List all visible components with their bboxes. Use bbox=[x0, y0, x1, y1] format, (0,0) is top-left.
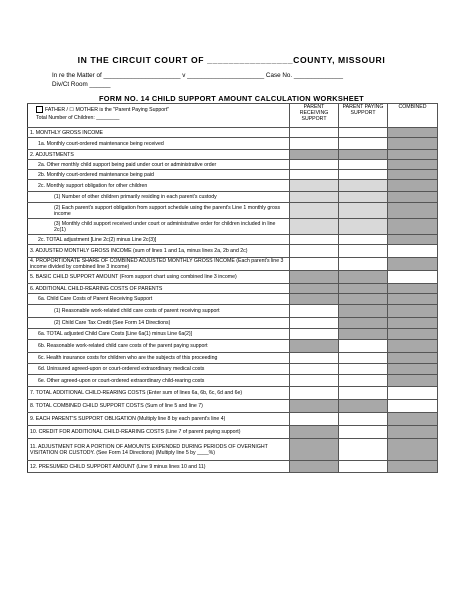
paying-cell[interactable] bbox=[339, 439, 388, 461]
paying-cell[interactable] bbox=[339, 426, 388, 439]
worksheet-row bbox=[28, 461, 438, 473]
worksheet-row bbox=[28, 180, 438, 192]
worksheet-row bbox=[28, 426, 438, 439]
receiving-cell[interactable] bbox=[290, 329, 339, 340]
row-label: (3) Monthly child support received under court or administrative order for children included in line 2c(1) bbox=[28, 219, 290, 235]
combined-cell bbox=[388, 426, 438, 439]
receiving-cell[interactable] bbox=[290, 160, 339, 170]
paying-cell[interactable] bbox=[339, 364, 388, 375]
receiving-cell bbox=[290, 400, 339, 413]
worksheet-row bbox=[28, 413, 438, 426]
receiving-cell bbox=[290, 180, 339, 192]
receiving-cell[interactable] bbox=[290, 245, 339, 258]
row-label: 8. TOTAL COMBINED CHILD SUPPORT COSTS (Sum of line 5 and line 7) bbox=[28, 400, 290, 413]
worksheet-row bbox=[28, 160, 438, 170]
worksheet-row bbox=[28, 128, 438, 138]
paying-cell bbox=[339, 192, 388, 203]
paying-cell bbox=[339, 284, 388, 294]
paying-cell[interactable] bbox=[339, 138, 388, 150]
row-label: 6a. Child Care Costs of Parent Receiving Support bbox=[28, 294, 290, 305]
row-label: 7. TOTAL ADDITIONAL CHILD-REARING COSTS (Enter sum of lines 6a, 6b, 6c, 6d and 6e) bbox=[28, 387, 290, 400]
row-label: 1a. Monthly court-ordered maintenance being received bbox=[28, 138, 290, 150]
paying-cell[interactable] bbox=[339, 170, 388, 180]
receiving-cell bbox=[290, 294, 339, 305]
row-label: 2. ADJUSTMENTS bbox=[28, 150, 290, 160]
header-row bbox=[28, 104, 438, 128]
combined-cell bbox=[388, 235, 438, 245]
combined-cell bbox=[388, 138, 438, 150]
father-checkbox[interactable] bbox=[36, 106, 43, 113]
paying-cell bbox=[339, 150, 388, 160]
combined-cell bbox=[388, 128, 438, 138]
worksheet-row bbox=[28, 258, 438, 271]
combined-cell bbox=[388, 203, 438, 219]
col-combined-header: COMBINED bbox=[388, 104, 438, 128]
receiving-cell bbox=[290, 150, 339, 160]
row-label: 12. PRESUMED CHILD SUPPORT AMOUNT (Line 9 minus lines 10 and 11) bbox=[28, 461, 290, 473]
combined-cell[interactable] bbox=[388, 387, 438, 400]
combined-cell bbox=[388, 150, 438, 160]
row-label: 2b. Monthly court-ordered maintenance being paid bbox=[28, 170, 290, 180]
paying-cell bbox=[339, 305, 388, 318]
combined-cell bbox=[388, 305, 438, 318]
combined-cell bbox=[388, 284, 438, 294]
worksheet-row bbox=[28, 294, 438, 305]
receiving-cell bbox=[290, 439, 339, 461]
row-label: 2a. Other monthly child support being paid under court or administrative order bbox=[28, 160, 290, 170]
row-label: (2) Each parent's support obligation from support schedule using the parent's Line 1 monthly gross income bbox=[28, 203, 290, 219]
combined-cell bbox=[388, 461, 438, 473]
worksheet-row bbox=[28, 245, 438, 258]
receiving-cell[interactable] bbox=[290, 235, 339, 245]
receiving-cell[interactable] bbox=[290, 413, 339, 426]
row-label: 1. MONTHLY GROSS INCOME bbox=[28, 128, 290, 138]
paying-cell bbox=[339, 271, 388, 284]
paying-cell[interactable] bbox=[339, 353, 388, 364]
row-label: 6c. Health insurance costs for children who are the subjects of this proceeding bbox=[28, 353, 290, 364]
court-heading: IN THE CIRCUIT COURT OF ________________COUNTY, MISSOURI bbox=[77, 55, 386, 65]
matter-line: In re the Matter of ______________________ v ______________________ Case No. ______________ bbox=[52, 72, 343, 79]
receiving-cell bbox=[290, 284, 339, 294]
paying-cell[interactable] bbox=[339, 340, 388, 353]
row-label: 6a. TOTAL adjusted Child Care Costs [Line 6a(1) minus Line 6a(2)] bbox=[28, 329, 290, 340]
receiving-cell bbox=[290, 461, 339, 473]
row-label: 2c. TOTAL adjustment [Line 2c(2) minus Line 2c(3)] bbox=[28, 235, 290, 245]
row-label: (1) Reasonable work-related child care costs of parent receiving support bbox=[28, 305, 290, 318]
combined-cell bbox=[388, 258, 438, 271]
combined-cell bbox=[388, 364, 438, 375]
worksheet-row bbox=[28, 170, 438, 180]
receiving-cell[interactable] bbox=[290, 305, 339, 318]
worksheet-row bbox=[28, 284, 438, 294]
combined-cell bbox=[388, 192, 438, 203]
worksheet-row bbox=[28, 203, 438, 219]
receiving-cell[interactable] bbox=[290, 318, 339, 329]
worksheet-row bbox=[28, 150, 438, 160]
combined-cell bbox=[388, 375, 438, 387]
receiving-cell bbox=[290, 192, 339, 203]
col-paying-header: PARENT PAYING SUPPORT bbox=[339, 104, 388, 128]
worksheet-row bbox=[28, 271, 438, 284]
receiving-cell[interactable] bbox=[290, 353, 339, 364]
receiving-cell[interactable] bbox=[290, 128, 339, 138]
row-label: 6d. Uninsured agreed-upon or court-ordered extraordinary medical costs bbox=[28, 364, 290, 375]
paying-cell bbox=[339, 203, 388, 219]
paying-cell bbox=[339, 180, 388, 192]
div-line: Div/Ct Room ______ bbox=[52, 81, 111, 88]
receiving-cell[interactable] bbox=[290, 258, 339, 271]
combined-cell bbox=[388, 318, 438, 329]
col-receiving-header: PARENT RECEIVING SUPPORT bbox=[290, 104, 339, 128]
matter-caption bbox=[52, 71, 343, 89]
worksheet-row bbox=[28, 192, 438, 203]
combined-cell[interactable] bbox=[388, 245, 438, 258]
row-label: 4. PROPORTIONATE SHARE OF COMBINED ADJUSTED MONTHLY GROSS INCOME (Each parent's line 3 income divided by combined line 3 income) bbox=[28, 258, 290, 271]
paying-cell[interactable] bbox=[339, 235, 388, 245]
row-label: 6b. Reasonable work-related child care costs of the parent paying support bbox=[28, 340, 290, 353]
worksheet-table bbox=[27, 103, 438, 473]
receiving-cell bbox=[290, 203, 339, 219]
header-parent-cell bbox=[28, 104, 290, 128]
row-label: 10. CREDIT FOR ADDITIONAL CHILD-REARING COSTS (Line 7 of parent paying support) bbox=[28, 426, 290, 439]
receiving-cell bbox=[290, 426, 339, 439]
worksheet-row bbox=[28, 340, 438, 353]
row-label: 3. ADJUSTED MONTHLY GROSS INCOME (sum of lines 1 and 1a, minus lines 2a, 2b and 2c) bbox=[28, 245, 290, 258]
receiving-cell bbox=[290, 271, 339, 284]
worksheet-row bbox=[28, 305, 438, 318]
row-label: (1) Number of other children primarily residing in each parent's custody bbox=[28, 192, 290, 203]
combined-cell[interactable] bbox=[388, 271, 438, 284]
paying-cell[interactable] bbox=[339, 461, 388, 473]
row-label: 6. ADDITIONAL CHILD-REARING COSTS OF PARENTS bbox=[28, 284, 290, 294]
row-label: 9. EACH PARENT'S SUPPORT OBLIGATION (Multiply line 8 by each parent's line 4) bbox=[28, 413, 290, 426]
combined-cell bbox=[388, 340, 438, 353]
paying-cell[interactable] bbox=[339, 245, 388, 258]
paying-cell[interactable] bbox=[339, 387, 388, 400]
combined-cell bbox=[388, 413, 438, 426]
paying-cell[interactable] bbox=[339, 413, 388, 426]
receiving-cell[interactable] bbox=[290, 387, 339, 400]
receiving-cell[interactable] bbox=[290, 375, 339, 387]
father-mother-label: FATHER / ☐ MOTHER is the "Parent Paying Support" bbox=[45, 106, 170, 113]
combined-cell bbox=[388, 160, 438, 170]
combined-cell bbox=[388, 180, 438, 192]
children-count-label: Total Number of Children: ________ bbox=[36, 115, 120, 121]
worksheet-row bbox=[28, 353, 438, 364]
combined-cell bbox=[388, 294, 438, 305]
receiving-cell[interactable] bbox=[290, 170, 339, 180]
paying-cell bbox=[339, 400, 388, 413]
receiving-cell bbox=[290, 219, 339, 235]
form-title: FORM NO. 14 CHILD SUPPORT AMOUNT CALCULATION WORKSHEET bbox=[98, 94, 364, 103]
paying-cell bbox=[339, 219, 388, 235]
worksheet-row bbox=[28, 439, 438, 461]
combined-cell bbox=[388, 439, 438, 461]
worksheet-row bbox=[28, 235, 438, 245]
paying-cell[interactable] bbox=[339, 128, 388, 138]
worksheet-row bbox=[28, 329, 438, 340]
receiving-cell[interactable] bbox=[290, 138, 339, 150]
worksheet-row bbox=[28, 318, 438, 329]
combined-cell bbox=[388, 329, 438, 340]
paying-cell[interactable] bbox=[339, 375, 388, 387]
worksheet-row bbox=[28, 375, 438, 387]
combined-cell bbox=[388, 219, 438, 235]
row-label: 2c. Monthly support obligation for other children bbox=[28, 180, 290, 192]
paying-cell[interactable] bbox=[339, 160, 388, 170]
paying-cell bbox=[339, 318, 388, 329]
paying-cell bbox=[339, 294, 388, 305]
combined-cell bbox=[388, 170, 438, 180]
worksheet-row bbox=[28, 387, 438, 400]
row-label: (2) Child Care Tax Credit (See Form 14 Directions) bbox=[28, 318, 290, 329]
worksheet-row bbox=[28, 400, 438, 413]
worksheet-row bbox=[28, 219, 438, 235]
paying-cell bbox=[339, 329, 388, 340]
worksheet-row bbox=[28, 364, 438, 375]
receiving-cell[interactable] bbox=[290, 364, 339, 375]
row-label: 11. ADJUSTMENT FOR A PORTION OF AMOUNTS EXPENDED DURING PERIODS OF OVERNIGHT VISITATION OR CUSTODY. (See Form 14 Directions) (Multiply line 5 by ____%) bbox=[28, 439, 290, 461]
worksheet-row bbox=[28, 138, 438, 150]
combined-cell bbox=[388, 353, 438, 364]
paying-cell[interactable] bbox=[339, 258, 388, 271]
combined-cell[interactable] bbox=[388, 400, 438, 413]
row-label: 5. BASIC CHILD SUPPORT AMOUNT (From support chart using combined line 3 income) bbox=[28, 271, 290, 284]
receiving-cell bbox=[290, 340, 339, 353]
row-label: 6e. Other agreed-upon or court-ordered extraordinary child-rearing costs bbox=[28, 375, 290, 387]
